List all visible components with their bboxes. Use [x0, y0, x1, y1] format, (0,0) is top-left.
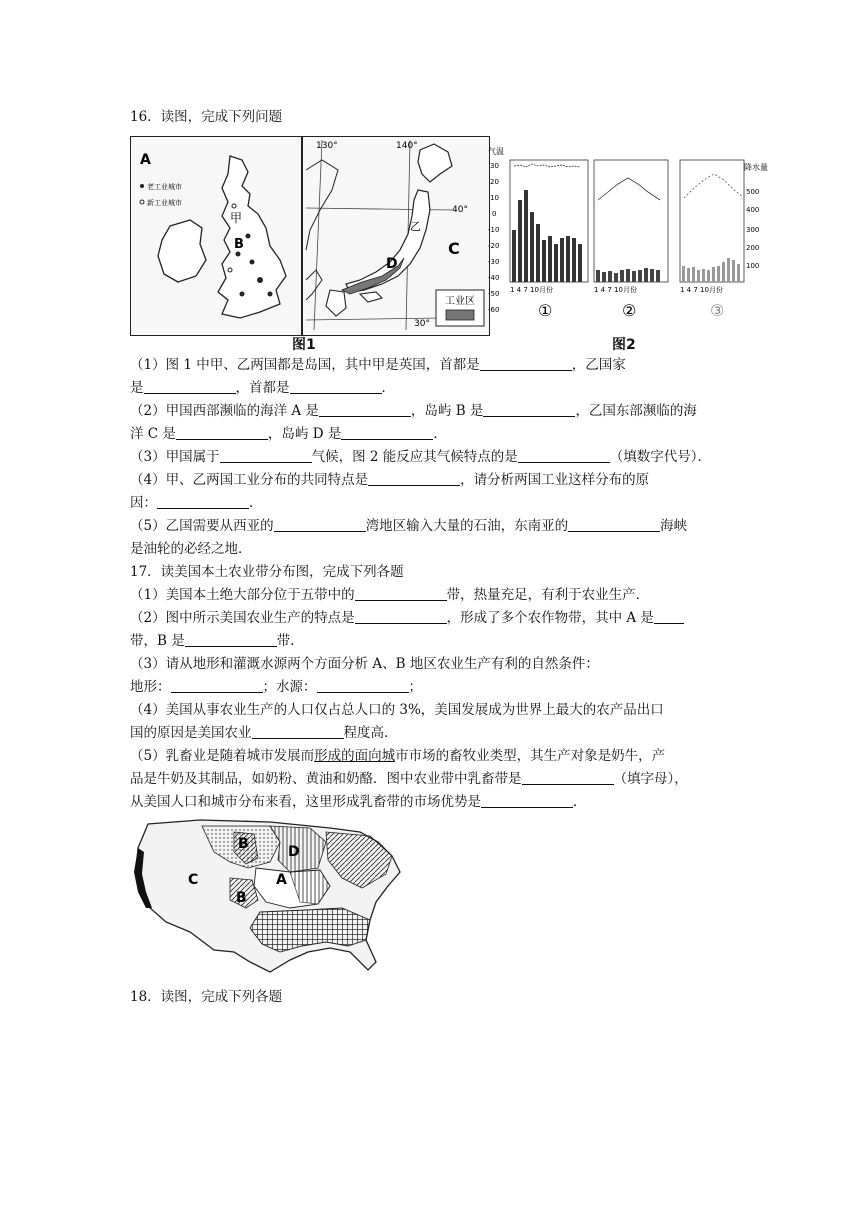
answer-blank[interactable]	[654, 609, 684, 624]
uk-map	[130, 136, 302, 336]
answer-blank[interactable]	[481, 793, 573, 808]
answer-blank[interactable]	[317, 678, 409, 693]
uk-label-b: B	[234, 237, 244, 252]
jp-label-yi: 乙	[410, 220, 421, 233]
svg-text:-60: -60	[488, 306, 500, 314]
chart-id-1: ①	[538, 301, 553, 320]
answer-blank[interactable]	[483, 402, 575, 417]
svg-text:-10: -10	[488, 226, 500, 234]
svg-text:500: 500	[746, 188, 760, 196]
answer-blank[interactable]	[518, 448, 610, 463]
chart-id-3: ③	[710, 301, 725, 320]
month-ticks-3: 1 4 7 10月份	[680, 286, 723, 294]
lat-30-label: 30°	[414, 319, 430, 329]
temp-axis-title: 气温	[488, 147, 504, 156]
q16-p4-line1: （4）甲、乙两国工业分布的共同特点是 ，请分析两国工业这样分布的原	[130, 472, 650, 488]
svg-text:-20: -20	[488, 242, 500, 250]
precip-axis-title: 降水量	[744, 163, 768, 172]
climate-charts	[488, 140, 770, 338]
q17-p2-line1: （2）图中所示美国农业生产的特点是 ，形成了多个农作物带，其中 A 是	[130, 609, 684, 627]
us-label-c: C	[188, 872, 199, 888]
answer-blank[interactable]	[480, 356, 572, 371]
answer-blank[interactable]	[522, 770, 614, 785]
us-label-b1: B	[238, 836, 249, 852]
q17-p1: （1）美国本土绝大部分位于五带中的 带，热量充足，有利于农业生产．	[130, 587, 650, 603]
svg-text:0: 0	[492, 210, 497, 218]
q16-title: 16．读图，完成下列问题	[130, 109, 283, 125]
answer-blank[interactable]	[355, 586, 447, 601]
chart-id-2: ②	[622, 301, 637, 320]
uk-label-jia: 甲	[230, 211, 243, 225]
svg-text:-40: -40	[488, 274, 500, 282]
answer-blank[interactable]	[355, 609, 447, 624]
q16-p3: （3）甲国属于 气候，图 2 能反应其气候特点的是 （填数字代号）．	[130, 449, 712, 465]
uk-label-a: A	[140, 152, 151, 168]
fig1-caption: 图1	[292, 337, 316, 353]
q16-p1-line1: （1）图 1 中甲、乙两国都是岛国，其中甲是英国，首都是 ，乙国家	[130, 357, 626, 373]
answer-blank[interactable]	[568, 517, 660, 532]
q17-p4-line2: 国的原因是美国农业 程度高．	[130, 725, 398, 741]
answer-blank[interactable]	[144, 379, 236, 394]
answer-blank[interactable]	[290, 379, 382, 394]
fig2-caption: 图2	[612, 337, 636, 353]
answer-blank[interactable]	[274, 517, 366, 532]
svg-text:10: 10	[490, 194, 499, 202]
lat-40-label: 40°	[452, 205, 468, 215]
q17-p3-line2: 地形： ；水源： ；	[130, 679, 422, 695]
jp-label-c: C	[448, 239, 460, 258]
q17-p4-line1: （4）美国从事农业生产的人口仅占总人口的 3%，美国发展成为世界上最大的农产品出口	[130, 702, 664, 718]
month-ticks-1: 1 4 7 10月份	[510, 286, 553, 294]
q18-title: 18．读图，完成下列各题	[130, 989, 283, 1005]
svg-text:-50: -50	[488, 290, 500, 298]
answer-blank[interactable]	[185, 632, 277, 647]
answer-blank[interactable]	[341, 425, 433, 440]
precip-tick-labels	[746, 188, 759, 270]
svg-text:30: 30	[490, 162, 499, 170]
answer-blank[interactable]	[252, 724, 344, 739]
q16-p5-line2: 是油轮的必经之地．	[130, 541, 252, 557]
legend-new-industry: 新工业城市	[147, 199, 182, 207]
q17-p5-line3: 从美国人口和城市分布来看，这里形成乳畜带的市场优势是 ．	[130, 794, 587, 810]
svg-text:100: 100	[746, 262, 760, 270]
lon-130-label: 130°	[316, 141, 338, 151]
answer-blank[interactable]	[176, 425, 268, 440]
q16-p2-line2: 洋 C 是 ，岛屿 D 是 ．	[130, 426, 447, 442]
svg-text:200: 200	[746, 244, 760, 252]
svg-text:20: 20	[490, 178, 499, 186]
q17-p3-line1: （3）请从地形和灌溉水源两个方面分析 A、B 地区农业生产有利的自然条件：	[130, 656, 599, 672]
answer-blank[interactable]	[157, 494, 249, 509]
month-ticks-2: 1 4 7 10月份	[594, 286, 637, 294]
answer-blank[interactable]	[319, 402, 411, 417]
legend-old-industry: 老工业城市	[147, 183, 182, 191]
us-label-b2: B	[236, 890, 247, 906]
svg-text:400: 400	[746, 206, 760, 214]
q16-p1-line2: 是 ，首都是 ．	[130, 380, 395, 396]
answer-blank[interactable]	[171, 678, 263, 693]
legend-industry-zone: 工业区	[445, 296, 475, 307]
q17-title: 17．读美国本土农业带分布图，完成下列各题	[130, 564, 404, 580]
answer-blank[interactable]	[220, 448, 312, 463]
q17-p5-line2: 品是牛奶及其制品，如奶粉、黄油和奶酪．图中农业带中乳畜带是 （填字母），	[130, 771, 688, 787]
svg-text:-30: -30	[488, 258, 500, 266]
us-label-a: A	[276, 872, 287, 888]
q16-p2-line1: （2）甲国西部濒临的海洋 A 是 ，岛屿 B 是 ，乙国东部濒临的海	[130, 403, 697, 419]
japan-map	[302, 130, 490, 336]
us-label-d: D	[288, 844, 300, 860]
q17-p2-line2: 带，B 是 带．	[130, 633, 304, 649]
lon-140-label: 140°	[396, 141, 418, 151]
us-agriculture-map	[130, 812, 412, 978]
temp-tick-labels	[488, 162, 499, 314]
q16-p5-line1: （5）乙国需要从西亚的 湾地区输入大量的石油，东南亚的 海峡	[130, 518, 688, 534]
jp-label-d: D	[386, 256, 398, 272]
q16-p4-line2: 因： ．	[130, 495, 263, 511]
answer-blank[interactable]	[368, 471, 460, 486]
q17-p5-line1: （5）乳畜业是随着城市发展而形成的面向城市市场的畜牧业类型，其生产对象是奶牛，产	[130, 748, 666, 764]
svg-text:300: 300	[746, 226, 760, 234]
